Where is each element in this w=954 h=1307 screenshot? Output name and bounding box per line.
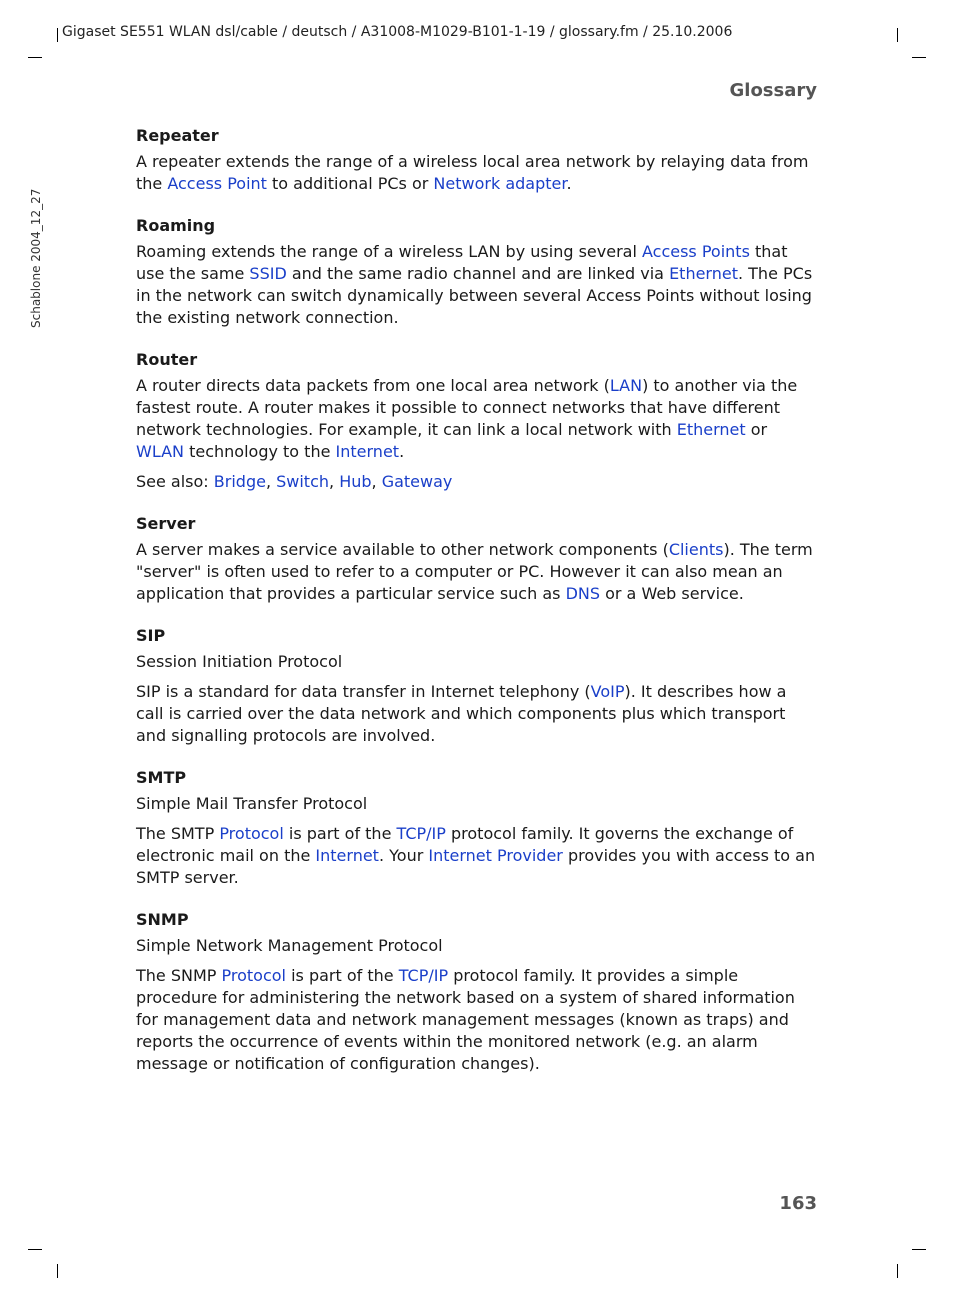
definition-text: is part of the — [283, 824, 397, 843]
glossary-definition — [136, 539, 818, 605]
glossary-definition — [136, 241, 818, 329]
glossary-definition — [136, 471, 818, 493]
definition-text: provides you with access to an SMTP server. — [136, 846, 816, 887]
cross-reference-link[interactable]: Ethernet — [676, 420, 746, 439]
glossary-term: SNMP — [136, 910, 189, 929]
definition-text: Session Initiation Protocol — [136, 652, 343, 671]
cross-reference-link[interactable]: WLAN — [136, 442, 185, 461]
definition-text: Simple Mail Transfer Protocol — [136, 794, 368, 813]
glossary-term: Router — [136, 350, 198, 369]
glossary-entry — [136, 513, 818, 605]
definition-text: ). The term "server" is often used to refer to a computer or PC. However it can also mean an application that provides a particular service such as — [136, 540, 813, 603]
glossary-term: Repeater — [136, 126, 219, 145]
cross-reference-link[interactable]: Network adapter — [433, 174, 567, 193]
glossary-definition — [136, 965, 818, 1075]
definition-text: technology to the — [184, 442, 336, 461]
definition-text: and the same radio channel and are linked via — [286, 264, 670, 283]
glossary-term: SIP — [136, 626, 166, 645]
definition-text: . Your — [378, 846, 429, 865]
glossary-term: Server — [136, 514, 196, 533]
cross-reference-link[interactable]: DNS — [565, 584, 601, 603]
glossary-term: Roaming — [136, 216, 216, 235]
cross-reference-link[interactable]: Access Points — [641, 242, 750, 261]
glossary-definition — [136, 823, 818, 889]
crop-mark — [28, 1249, 42, 1250]
cross-reference-link[interactable]: Ethernet — [669, 264, 738, 283]
glossary-definition — [136, 935, 818, 957]
cross-reference-link[interactable]: Protocol — [221, 966, 286, 985]
glossary-entry — [136, 125, 818, 195]
glossary-entry — [136, 349, 818, 493]
definition-text: . The PCs in the network can switch dynamically between several Access Points without losing the existing network connection. — [136, 264, 813, 327]
definition-text: is part of the — [286, 966, 399, 985]
definition-text: protocol family. It provides a simple procedure for administering the network based on a system of shared information for management data and network management messages (known as traps) and reports the occurrence of events within the monitored network (e.g. an alarm message or notification of configuration changes). — [136, 966, 795, 1073]
cross-reference-link[interactable]: Protocol — [219, 824, 284, 843]
definition-text: The SNMP — [136, 966, 222, 985]
definition-text: protocol family. It governs the exchange of electronic mail on the — [136, 824, 794, 865]
definition-text: ). It describes how a call is carried over the data network and which components plus which transport and signalling protocols are involved. — [136, 682, 787, 745]
definition-text: A server makes a service available to other network components ( — [136, 540, 669, 559]
cross-reference-link[interactable]: Access Point — [167, 174, 267, 193]
definition-text: ) to another via the fastest route. A router makes it possible to connect networks that have different network technologies. For example, it can link a local network with — [136, 376, 798, 439]
cross-reference-link[interactable]: Internet Provider — [428, 846, 563, 865]
cross-reference-link[interactable]: Bridge — [213, 472, 266, 491]
definition-text: or — [745, 420, 768, 439]
definition-text: Simple Network Management Protocol — [136, 936, 443, 955]
glossary-definition — [136, 651, 818, 673]
definition-text: Roaming extends the range of a wireless LAN by using several — [136, 242, 642, 261]
glossary-term: SMTP — [136, 768, 187, 787]
crop-mark — [28, 57, 42, 58]
glossary-definition — [136, 375, 818, 463]
crop-mark — [897, 1264, 898, 1278]
definition-text: or a Web service. — [600, 584, 744, 603]
definition-text: The SMTP — [136, 824, 220, 843]
definition-text: , — [371, 472, 382, 491]
definition-text: A router directs data packets from one local area network ( — [136, 376, 610, 395]
cross-reference-link[interactable]: Clients — [668, 540, 724, 559]
cross-reference-link[interactable]: Hub — [339, 472, 372, 491]
definition-text: SIP is a standard for data transfer in Internet telephony ( — [136, 682, 591, 701]
cross-reference-link[interactable]: VoIP — [590, 682, 625, 701]
crop-mark — [912, 57, 926, 58]
section-title: Glossary — [729, 80, 817, 101]
page-number: 163 — [779, 1193, 817, 1214]
glossary-definition — [136, 151, 818, 195]
cross-reference-link[interactable]: Switch — [276, 472, 330, 491]
cross-reference-link[interactable]: SSID — [249, 264, 287, 283]
glossary-definition — [136, 681, 818, 747]
glossary-content — [136, 125, 818, 1095]
glossary-definition — [136, 793, 818, 815]
glossary-entry — [136, 215, 818, 329]
template-side-label: Schablone 2004_12_27 — [29, 188, 43, 328]
definition-text: See also: — [136, 472, 214, 491]
cross-reference-link[interactable]: Gateway — [381, 472, 453, 491]
crop-mark — [897, 28, 898, 42]
glossary-entry — [136, 625, 818, 747]
glossary-entry — [136, 909, 818, 1075]
definition-text: A repeater extends the range of a wireless local area network by relaying data from the — [136, 152, 809, 193]
definition-text: . — [399, 442, 405, 461]
definition-text: that use the same — [136, 242, 788, 283]
cross-reference-link[interactable]: TCP/IP — [396, 824, 446, 843]
crop-mark — [57, 28, 58, 42]
cross-reference-link[interactable]: Internet — [315, 846, 379, 865]
definition-text: , — [329, 472, 340, 491]
cross-reference-link[interactable]: TCP/IP — [398, 966, 449, 985]
definition-text: . — [566, 174, 572, 193]
definition-text: to additional PCs or — [266, 174, 434, 193]
crop-mark — [57, 1264, 58, 1278]
glossary-entry — [136, 767, 818, 889]
cross-reference-link[interactable]: Internet — [335, 442, 400, 461]
cross-reference-link[interactable]: LAN — [609, 376, 643, 395]
document-info-header: Gigaset SE551 WLAN dsl/cable / deutsch / A31008-M1029-B101-1-19 / glossary.fm / 25.10.2006 — [62, 24, 733, 40]
definition-text: , — [265, 472, 277, 491]
crop-mark — [912, 1249, 926, 1250]
